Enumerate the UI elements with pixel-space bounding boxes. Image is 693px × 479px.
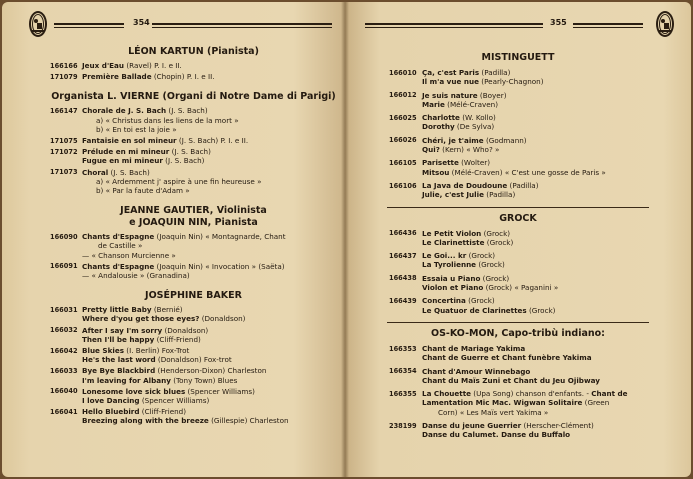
- artist-heading: Organista L. VIERNE (Organi di Notre Dame di Parigi): [51, 91, 336, 103]
- song-detail: (Cliff-Friend): [139, 407, 187, 417]
- record-title-line: [82, 376, 237, 385]
- song-title: Chant de Guerre et Chant funèbre Yakima: [422, 353, 592, 363]
- record-title-line: [82, 106, 208, 115]
- catalog-number: 166438: [389, 274, 417, 283]
- record-title-line: [96, 116, 239, 125]
- header-rule: [152, 27, 332, 28]
- record-title-line: [422, 77, 544, 86]
- song-detail: (Donaldson): [162, 325, 209, 335]
- song-title: La Java de Doudoune: [422, 181, 508, 190]
- record-title-line: [82, 326, 208, 335]
- artist-heading: MISTINGUETT: [481, 52, 555, 63]
- record-title-line: [82, 136, 248, 145]
- right-page: [345, 2, 691, 477]
- record-title-line: [438, 408, 548, 417]
- catalog-number: 166033: [50, 366, 78, 375]
- song-detail: (J. S. Bach) P. I. e II.: [176, 136, 249, 145]
- catalog-number: 171072: [50, 147, 78, 156]
- song-title: Choral: [82, 167, 109, 177]
- record-title-line: [82, 355, 232, 364]
- record-title-line: [422, 190, 515, 199]
- catalog-number: 166355: [389, 389, 417, 398]
- song-detail: (Kern) « Who? »: [439, 145, 500, 154]
- catalog-number: 166436: [389, 229, 417, 238]
- record-title-line: [96, 177, 262, 186]
- record-title-line: [422, 91, 507, 100]
- song-detail: (Grock): [526, 305, 556, 315]
- record-title-line: [422, 168, 606, 177]
- catalog-number: 166437: [389, 251, 417, 260]
- catalog-number: 166090: [50, 232, 78, 241]
- song-title: Le Clarinettiste: [422, 237, 485, 247]
- song-title: Blue Skies: [82, 346, 125, 355]
- song-title: Fugue en mi mineur: [82, 156, 163, 166]
- record-title-line: [422, 296, 495, 305]
- song-detail: a) « Ardemment j' aspire à une fin heureuse »: [96, 176, 262, 186]
- song-detail: (Grock): [466, 251, 496, 261]
- catalog-number: 166040: [50, 387, 78, 396]
- song-detail: de Castille »: [98, 241, 143, 251]
- catalog-number: 166091: [50, 262, 78, 271]
- song-title: Dorothy: [422, 122, 455, 132]
- publisher-logo-icon: [655, 10, 675, 38]
- record-title-line: [422, 113, 496, 122]
- song-title: Qui?: [422, 145, 440, 154]
- record-title-line: [82, 168, 150, 177]
- catalog-number: 166012: [389, 91, 417, 100]
- record-title-line: [422, 251, 495, 260]
- record-title-line: [82, 156, 204, 165]
- catalog-number: 166031: [50, 305, 78, 314]
- record-title-line: [82, 271, 190, 280]
- record-title-line: [422, 260, 505, 269]
- song-detail: (Godmann): [483, 135, 527, 145]
- record-title-line: [422, 344, 525, 353]
- record-title-line: [82, 416, 289, 425]
- catalog-number: 166439: [389, 296, 417, 305]
- song-detail: (Donaldson): [199, 314, 246, 324]
- record-title-line: [96, 125, 177, 134]
- song-title: Danse du Calumet. Danse du Buffalo: [422, 430, 571, 440]
- section-divider: [387, 322, 649, 323]
- artist-heading: e JOAQUIN NIN, Pianista: [129, 217, 258, 229]
- song-detail: (Chopin) P. I. e II.: [151, 72, 215, 82]
- song-title: La Tyrolienne: [422, 260, 477, 270]
- song-detail: (Padilla): [483, 190, 516, 200]
- song-detail: (Grock): [480, 273, 510, 283]
- header-rule: [573, 23, 643, 25]
- song-detail: (Padilla): [479, 68, 511, 77]
- catalog-number: 166025: [389, 113, 417, 122]
- song-title: Chant de: [591, 389, 628, 399]
- catalog-number: 171079: [50, 72, 78, 81]
- catalog-number: 166105: [389, 158, 417, 167]
- record-title-line: [422, 181, 539, 190]
- song-title: Le Goi... kr: [422, 251, 467, 261]
- record-title-line: [82, 262, 285, 271]
- song-detail: (Henderson-Dixon) Charleston: [155, 366, 267, 376]
- record-title-line: [82, 366, 266, 375]
- record-title-line: [422, 421, 594, 430]
- song-title: He's the last word: [82, 355, 156, 365]
- record-title-line: [96, 186, 190, 195]
- song-title: Marie: [422, 99, 445, 109]
- record-title-line: [422, 306, 556, 315]
- song-detail: (Herscher-Clément): [521, 421, 594, 430]
- record-title-line: [422, 389, 628, 398]
- record-title-line: [82, 407, 186, 416]
- song-detail: (Grock): [481, 228, 511, 238]
- song-detail: (J. S. Bach): [169, 147, 211, 157]
- song-detail: (Ravel) P. I. e II.: [124, 61, 182, 70]
- song-title: Concertina: [422, 296, 466, 306]
- song-detail: (Grock): [476, 260, 505, 270]
- header-rule: [54, 27, 124, 28]
- catalog-number: 166042: [50, 346, 78, 355]
- record-title-line: [422, 376, 600, 385]
- artist-heading: JEANNE GAUTIER, Violinista: [120, 205, 267, 217]
- song-title: Lamentation Mic Mac. Wigwan Solitaire: [422, 398, 583, 408]
- song-detail: (Gillespie) Charleston: [208, 416, 289, 426]
- song-title: Breezing along with the breeze: [82, 416, 209, 426]
- catalog-number: 171073: [50, 168, 78, 177]
- song-title: Pretty little Baby: [82, 305, 152, 315]
- record-title-line: [82, 335, 201, 344]
- catalog-number: 166010: [389, 68, 417, 77]
- song-title: Prélude en mi mineur: [82, 147, 170, 157]
- record-title-line: [82, 305, 183, 314]
- song-detail: (De Sylva): [454, 122, 495, 132]
- song-title: Parisette: [422, 158, 459, 168]
- song-title: Chant du Maïs Zuni et Chant du Jeu Ojibway: [422, 375, 600, 385]
- song-detail: — « Chanson Murcienne »: [82, 250, 176, 260]
- record-title-line: [422, 283, 558, 292]
- song-detail: (J. S. Bach): [108, 167, 150, 177]
- page-header: [345, 10, 691, 38]
- record-title-line: [82, 346, 189, 355]
- song-detail: b) « En toi est la joie »: [96, 124, 177, 134]
- record-title-line: [422, 353, 592, 362]
- song-detail: (Grock) « Paganini »: [483, 283, 559, 292]
- header-rule: [365, 27, 543, 28]
- song-detail: (Tony Town) Blues: [170, 375, 238, 385]
- song-detail: (Green: [582, 398, 610, 408]
- left-page: [2, 2, 345, 477]
- record-title-line: [82, 232, 286, 241]
- song-detail: (Wolter): [458, 158, 491, 168]
- song-title: Le Quatuor de Clarinettes: [422, 305, 527, 315]
- song-title: Lonesome love sick blues: [82, 386, 186, 396]
- song-detail: (Mélé-Craven) « C'est une gosse de Paris »: [449, 167, 606, 177]
- page-number: 355: [550, 18, 567, 27]
- record-title-line: [82, 314, 245, 323]
- song-title: I love Dancing: [82, 396, 140, 405]
- song-detail: (W. Kollo): [459, 113, 496, 123]
- header-rule: [365, 23, 543, 25]
- record-title-line: [422, 367, 530, 376]
- song-title: Première Ballade: [82, 72, 152, 82]
- catalog-number: 166147: [50, 106, 78, 115]
- song-title: Hello Bluebird: [82, 407, 140, 417]
- record-title-line: [422, 145, 499, 154]
- song-detail: (Joaquin Nin) « Invocation » (Saëta): [154, 261, 285, 271]
- book-gutter: [341, 2, 349, 477]
- song-title: La Chouette: [422, 389, 471, 399]
- song-detail: (Upa Song) chanson d'enfants. -: [471, 389, 592, 399]
- catalog-number: 166166: [50, 61, 78, 70]
- record-title-line: [422, 398, 609, 407]
- record-title-line: [422, 274, 509, 283]
- header-rule: [152, 23, 332, 25]
- song-detail: (Joaquin Nin) « Montagnarde, Chant: [154, 232, 286, 242]
- catalog-number: 166353: [389, 344, 417, 353]
- song-detail: (Spencer Williams): [185, 386, 255, 396]
- song-title: Chants d'Espagne: [82, 232, 155, 242]
- song-detail: (Grock): [484, 237, 514, 247]
- record-title-line: [82, 387, 255, 396]
- song-title: Ça, c'est Paris: [422, 68, 480, 77]
- record-title-line: [422, 238, 513, 247]
- publisher-logo-icon: [28, 10, 48, 38]
- song-detail: (J. S. Bach): [162, 156, 205, 166]
- song-title: Bye Bye Blackbird: [82, 366, 156, 376]
- song-title: Julie, c'est Julie: [422, 190, 484, 200]
- song-detail: b) « Par la faute d'Adam »: [96, 186, 190, 195]
- song-detail: (Grock): [465, 296, 495, 306]
- song-detail: — « Andalousie » (Granadina): [82, 271, 190, 280]
- song-title: Where d'you get those eyes?: [82, 314, 200, 324]
- artist-heading: LÉON KARTUN (Pianista): [128, 46, 259, 57]
- song-detail: (Cliff-Friend): [154, 334, 201, 344]
- catalog-number: 166032: [50, 326, 78, 335]
- record-title-line: [98, 241, 142, 250]
- catalog-number: 166354: [389, 367, 417, 376]
- song-detail: a) « Christus dans les liens de la mort »: [96, 115, 239, 125]
- song-title: Danse du jeune Guerrier: [422, 421, 522, 430]
- song-detail: (Spencer Williams): [139, 396, 210, 405]
- song-title: Je suis nature: [422, 90, 478, 100]
- record-title-line: [82, 251, 176, 260]
- song-title: Chéri, je t'aime: [422, 135, 484, 145]
- catalog-number: 171075: [50, 136, 78, 145]
- record-title-line: [422, 100, 498, 109]
- catalog-number: 166026: [389, 136, 417, 145]
- artist-heading: JOSÉPHINE BAKER: [145, 290, 242, 302]
- song-title: Chant de Mariage Yakima: [422, 344, 526, 353]
- song-title: Essaia u Piano: [422, 273, 481, 283]
- song-detail: (Donaldson) Fox-trot: [155, 355, 232, 365]
- song-title: Chorale de J. S. Bach: [82, 106, 167, 116]
- song-title: After I say I'm sorry: [82, 325, 163, 335]
- artist-heading: GROCK: [499, 212, 537, 224]
- header-rule: [54, 23, 124, 25]
- song-title: Fantaisie en sol mineur: [82, 136, 177, 145]
- song-title: Le Petit Violon: [422, 228, 482, 238]
- record-title-line: [422, 136, 527, 145]
- record-title-line: [422, 229, 510, 238]
- song-detail: (Pearly-Chagnon): [478, 77, 544, 87]
- song-title: Chant d'Amour Winnebago: [422, 366, 531, 376]
- record-title-line: [82, 72, 215, 81]
- song-title: Chants d'Espagne: [82, 261, 155, 271]
- record-title-line: [422, 158, 490, 167]
- song-detail: (Boyer): [477, 90, 507, 100]
- record-title-line: [422, 430, 570, 439]
- record-title-line: [422, 68, 510, 77]
- record-title-line: [422, 122, 494, 131]
- page-number: 354: [133, 18, 150, 27]
- song-title: Jeux d'Eau: [82, 61, 125, 70]
- song-detail: (Mélé-Craven): [444, 99, 499, 109]
- song-title: Charlotte: [422, 113, 460, 123]
- song-title: I'm leaving for Albany: [82, 375, 171, 385]
- song-title: Violon et Piano: [422, 283, 484, 292]
- record-title-line: [82, 396, 209, 405]
- catalog-number: 238199: [389, 421, 417, 430]
- song-detail: (Bernié): [151, 305, 183, 315]
- song-detail: (I. Berlin) Fox-Trot: [124, 346, 190, 355]
- song-title: Mitsou: [422, 167, 450, 177]
- song-title: Then I'll be happy: [82, 334, 155, 344]
- song-detail: (Padilla): [507, 181, 539, 190]
- artist-heading: OS-KO-MON, Capo-tribù indiano:: [431, 328, 605, 339]
- catalog-number: 166041: [50, 407, 78, 416]
- catalog-number: 166106: [389, 181, 417, 190]
- record-title-line: [82, 61, 182, 70]
- section-divider: [387, 207, 649, 208]
- song-detail: (J. S. Bach): [166, 106, 208, 116]
- page-header: [2, 10, 345, 38]
- song-detail: Corn) « Les Maïs vert Yakima »: [438, 407, 549, 417]
- header-rule: [573, 27, 643, 28]
- song-title: Il m'a vue nue: [422, 77, 479, 87]
- record-title-line: [82, 147, 211, 156]
